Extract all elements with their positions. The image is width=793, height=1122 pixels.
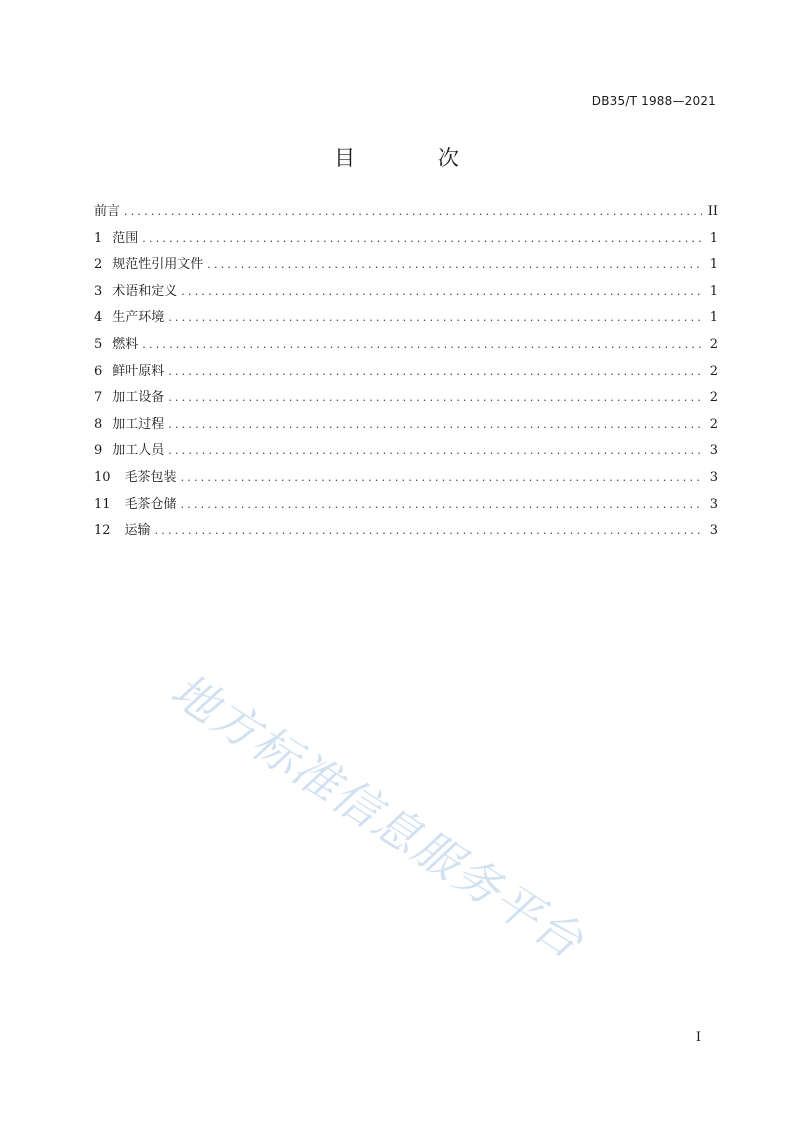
standard-code: DB35/T 1988—2021 [591,94,716,108]
toc-entry-6[interactable] [94,359,718,386]
toc-list [94,199,718,545]
toc-entry-7[interactable] [94,385,718,412]
toc-entry-number: 10 [94,469,111,485]
toc-entry-number: 3 [94,283,103,299]
toc-entry-label: 鲜叶原料 [112,363,165,379]
toc-entry-page: 2 [709,416,718,432]
toc-entry-label: 规范性引用文件 [112,257,204,273]
toc-entry-foreword[interactable] [94,199,718,226]
toc-dot-leader [168,359,702,386]
toc-entry-9[interactable] [94,438,718,465]
toc-entry-2[interactable] [94,252,718,279]
toc-entry-10[interactable] [94,465,718,492]
toc-entry-page: 1 [709,310,718,326]
toc-entry-number: 8 [94,416,103,432]
toc-dot-leader [142,226,702,253]
toc-dot-leader [168,438,702,465]
toc-entry-number: 1 [94,230,103,246]
toc-entry-page: 2 [709,363,718,379]
toc-dot-leader [181,492,702,519]
toc-entry-label: 术语和定义 [112,283,178,299]
toc-dot-leader [207,252,702,279]
toc-entry-page: 2 [709,336,718,352]
toc-entry-page: 1 [709,230,718,246]
toc-entry-3[interactable] [94,279,718,306]
toc-entry-label: 加工人员 [112,443,165,459]
toc-entry-label: 运输 [124,523,151,539]
toc-dot-leader [168,385,702,412]
watermark: 地方标准信息服务平台 [161,662,594,970]
toc-title: 目 次 [334,146,497,171]
toc-entry-label: 燃料 [112,336,139,352]
toc-entry-label: 前言 [94,204,121,219]
toc-entry-page: 1 [709,283,718,299]
toc-entry-page: 3 [709,496,718,512]
toc-dot-leader [155,518,702,545]
toc-entry-label: 加工设备 [112,390,165,406]
toc-dot-leader [168,412,702,439]
toc-entry-label: 毛茶仓储 [124,496,177,512]
toc-entry-page: 3 [709,523,718,539]
toc-dot-leader [142,332,702,359]
toc-entry-number: 12 [94,523,111,539]
toc-entry-12[interactable] [94,518,718,545]
toc-entry-number: 5 [94,336,103,352]
toc-entry-label: 范围 [112,230,139,246]
toc-entry-page: 2 [709,390,718,406]
toc-dot-leader [181,465,702,492]
toc-entry-number: 11 [94,496,111,512]
toc-entry-1[interactable] [94,226,718,253]
toc-entry-number: 6 [94,363,103,379]
toc-entry-number: 4 [94,310,103,326]
toc-entry-number: 9 [94,443,103,459]
toc-dot-leader [181,279,702,306]
toc-entry-5[interactable] [94,332,718,359]
page-number: I [695,1030,701,1045]
toc-entry-page: 3 [709,469,718,485]
toc-entry-11[interactable] [94,492,718,519]
toc-entry-page: 3 [709,443,718,459]
toc-dot-leader [124,199,702,226]
toc-entry-page: 1 [709,257,718,273]
toc-entry-number: 2 [94,257,103,273]
toc-entry-page: II [707,204,718,219]
toc-entry-label: 生产环境 [112,310,165,326]
toc-entry-label: 毛茶包装 [124,469,177,485]
toc-entry-label: 加工过程 [112,416,165,432]
toc-dot-leader [168,305,702,332]
toc-entry-8[interactable] [94,412,718,439]
toc-entry-4[interactable] [94,305,718,332]
toc-entry-number: 7 [94,390,103,406]
